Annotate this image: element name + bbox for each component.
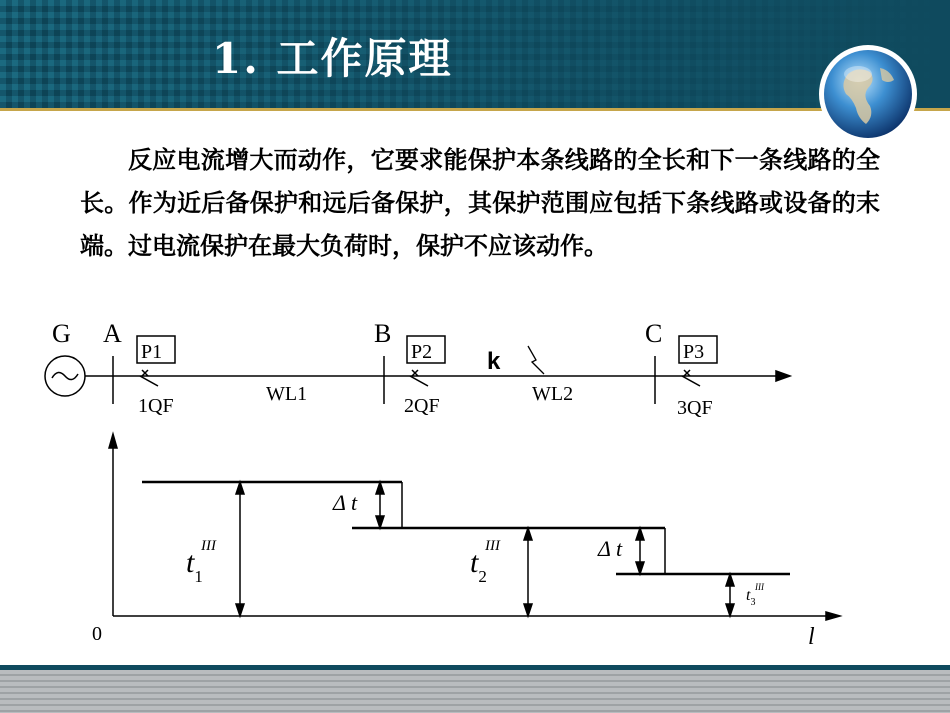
arrow-head xyxy=(776,371,790,381)
breaker-label-3qf: 3QF xyxy=(677,397,713,419)
t3-sup: III xyxy=(755,582,764,592)
line-label-wl2: WL2 xyxy=(532,383,574,405)
y-axis-arrow xyxy=(109,434,117,448)
globe-icon xyxy=(818,44,918,144)
delta-t2-dimension xyxy=(636,528,644,574)
bus-label-a: A xyxy=(103,319,122,348)
line-label-wl1: WL1 xyxy=(266,383,308,405)
t1-sup: III xyxy=(201,538,216,554)
bus-label-c: C xyxy=(645,319,663,348)
t2-dimension xyxy=(524,528,532,616)
protection-diagram xyxy=(0,300,950,660)
body-paragraph: 反应电流增大而动作，它要求能保护本条线路的全长和下一条线路的全长。作为近后备保护和远后备保护，其保护范围应包括下条线路或设备的末端。过电流保护在最大负荷时，保护不应该动作。 xyxy=(80,145,880,260)
t3-label: $t_3$ xyxy=(746,587,756,608)
relay-label-p3: P3 xyxy=(683,341,705,363)
breaker-label-1qf: 1QF xyxy=(138,395,174,417)
generator-label: G xyxy=(52,319,71,348)
t1-dimension xyxy=(236,482,244,616)
fault-lightning-icon xyxy=(528,346,544,374)
header-pattern xyxy=(0,0,950,110)
t2-label: $t_2$ xyxy=(470,546,487,586)
delta-t-label-1: Δ t xyxy=(333,490,358,515)
circuit-labels xyxy=(52,319,713,419)
x-axis-label: l xyxy=(808,624,815,650)
t2-sup: III xyxy=(485,538,500,554)
breaker-label-2qf: 2QF xyxy=(404,395,440,417)
header-divider xyxy=(0,108,950,111)
footer-band xyxy=(0,665,950,713)
t3-dimension xyxy=(726,574,734,616)
delta-t1-dimension xyxy=(376,482,384,528)
breaker-2 xyxy=(410,370,428,386)
t1-label: $t_1$ xyxy=(186,546,203,586)
breaker-1 xyxy=(140,370,158,386)
graph-labels xyxy=(92,490,815,650)
time-graph xyxy=(109,434,840,620)
sine-icon xyxy=(52,372,78,379)
relay-label-p2: P2 xyxy=(411,341,433,363)
page-title: 1. 工作原理 xyxy=(212,34,453,83)
fault-label: k xyxy=(487,348,501,375)
origin-label: 0 xyxy=(92,623,102,645)
header-bar xyxy=(0,0,950,110)
x-axis-arrow xyxy=(826,612,840,620)
bus-label-b: B xyxy=(374,319,392,348)
relay-label-p1: P1 xyxy=(141,341,163,363)
delta-t-label-2: Δ t xyxy=(598,536,623,561)
breaker-3 xyxy=(682,370,700,386)
